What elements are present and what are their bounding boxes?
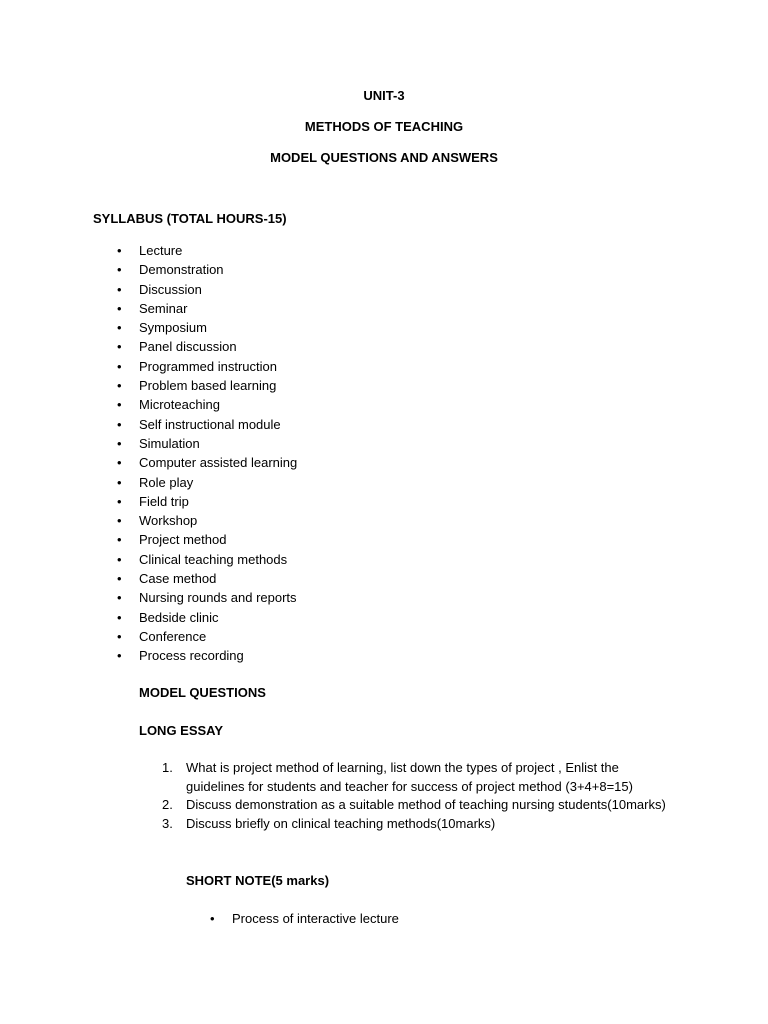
list-item — [117, 473, 297, 492]
list-item-label: Case method — [139, 571, 217, 587]
bullet-icon: • — [117, 571, 122, 587]
bullet-icon: • — [117, 416, 122, 432]
bullet-icon: • — [117, 320, 122, 336]
list-item — [117, 588, 297, 607]
question-text: What is project method of learning, list down the types of project , Enlist the — [186, 760, 619, 775]
bullet-icon: • — [117, 378, 122, 394]
list-item — [117, 357, 297, 376]
bullet-icon: • — [117, 455, 122, 471]
list-item-label: Conference — [139, 628, 207, 644]
bullet-icon: • — [117, 532, 122, 548]
list-item-label: Problem based learning — [139, 378, 277, 394]
list-item — [117, 280, 297, 299]
bullet-icon: • — [117, 358, 122, 374]
list-item — [117, 569, 297, 588]
list-item-label: Seminar — [139, 300, 188, 316]
list-item-label: Project method — [139, 532, 227, 548]
list-item — [117, 453, 298, 472]
question-item — [162, 796, 666, 815]
bullet-icon: • — [117, 609, 122, 625]
list-item — [117, 318, 297, 337]
question-item — [162, 759, 666, 796]
bullet-icon: • — [117, 551, 122, 567]
list-item — [210, 909, 399, 928]
list-item — [117, 241, 297, 260]
list-item-label: Field trip — [139, 493, 189, 509]
list-item-label: Process recording — [139, 648, 244, 664]
question-text-continued: guidelines for students and teacher for success of project method (3+4+8=15) — [186, 778, 633, 794]
list-item-label: Microteaching — [139, 397, 220, 413]
list-item-label: Demonstration — [139, 262, 224, 278]
list-item — [117, 492, 297, 511]
question-number: 2. — [162, 797, 173, 812]
question-text: Discuss briefly on clinical teaching methods(10marks) — [186, 815, 496, 831]
page-subtitle: MODEL QUESTIONS AND ANSWERS — [270, 150, 498, 165]
long-essay-questions — [162, 759, 666, 833]
bullet-icon: • — [117, 648, 122, 664]
short-note-list — [210, 909, 399, 928]
list-item-label: Lecture — [139, 243, 183, 258]
list-item-label: Programmed instruction — [139, 358, 277, 374]
list-item-label: Nursing rounds and reports — [139, 590, 297, 606]
bullet-icon: • — [117, 262, 122, 278]
list-item — [117, 260, 297, 279]
list-item — [117, 608, 297, 627]
list-item-label: Process of interactive lecture — [232, 911, 399, 926]
list-item — [117, 395, 297, 414]
bullet-icon: • — [117, 339, 122, 355]
list-item-label: Workshop — [139, 513, 198, 529]
list-item-label: Panel discussion — [139, 339, 237, 355]
question-text: Discuss demonstration as a suitable method of teaching nursing students(10marks) — [186, 797, 666, 812]
unit-title: UNIT-3 — [363, 88, 405, 103]
question-number: 3. — [162, 815, 173, 831]
bullet-icon: • — [117, 513, 122, 529]
list-item — [117, 434, 297, 453]
list-item-label: Self instructional module — [139, 416, 281, 432]
long-essay-heading: LONG ESSAY — [139, 723, 224, 738]
list-item-label: Clinical teaching methods — [139, 551, 288, 567]
syllabus-heading: SYLLABUS (TOTAL HOURS-15) — [93, 211, 287, 226]
bullet-icon: • — [117, 590, 122, 606]
syllabus-list — [117, 241, 298, 666]
list-item — [117, 415, 297, 434]
subject-title: METHODS OF TEACHING — [304, 119, 464, 134]
bullet-icon: • — [117, 435, 122, 451]
list-item-label: Bedside clinic — [139, 609, 219, 625]
model-questions-heading: MODEL QUESTIONS — [139, 685, 266, 700]
bullet-icon: • — [117, 628, 122, 644]
list-item-label: Discussion — [139, 281, 202, 297]
list-item-label: Simulation — [139, 435, 200, 451]
list-item — [117, 376, 297, 395]
question-number: 1. — [162, 760, 173, 775]
list-item — [117, 337, 297, 356]
bullet-icon: • — [117, 243, 122, 258]
list-item — [117, 511, 297, 530]
list-item — [117, 627, 297, 646]
list-item — [117, 530, 297, 549]
list-item-label: Role play — [139, 474, 194, 490]
short-note-heading: SHORT NOTE(5 marks) — [186, 873, 330, 888]
question-item — [162, 815, 666, 834]
bullet-icon: • — [117, 474, 122, 490]
list-item — [117, 299, 297, 318]
bullet-icon: • — [117, 300, 122, 316]
list-item-label: Symposium — [139, 320, 207, 336]
bullet-icon: • — [210, 911, 215, 926]
list-item-label: Computer assisted learning — [139, 455, 298, 471]
list-item — [117, 550, 297, 569]
bullet-icon: • — [117, 281, 122, 297]
bullet-icon: • — [117, 397, 122, 413]
bullet-icon: • — [117, 493, 122, 509]
list-item — [117, 646, 297, 665]
